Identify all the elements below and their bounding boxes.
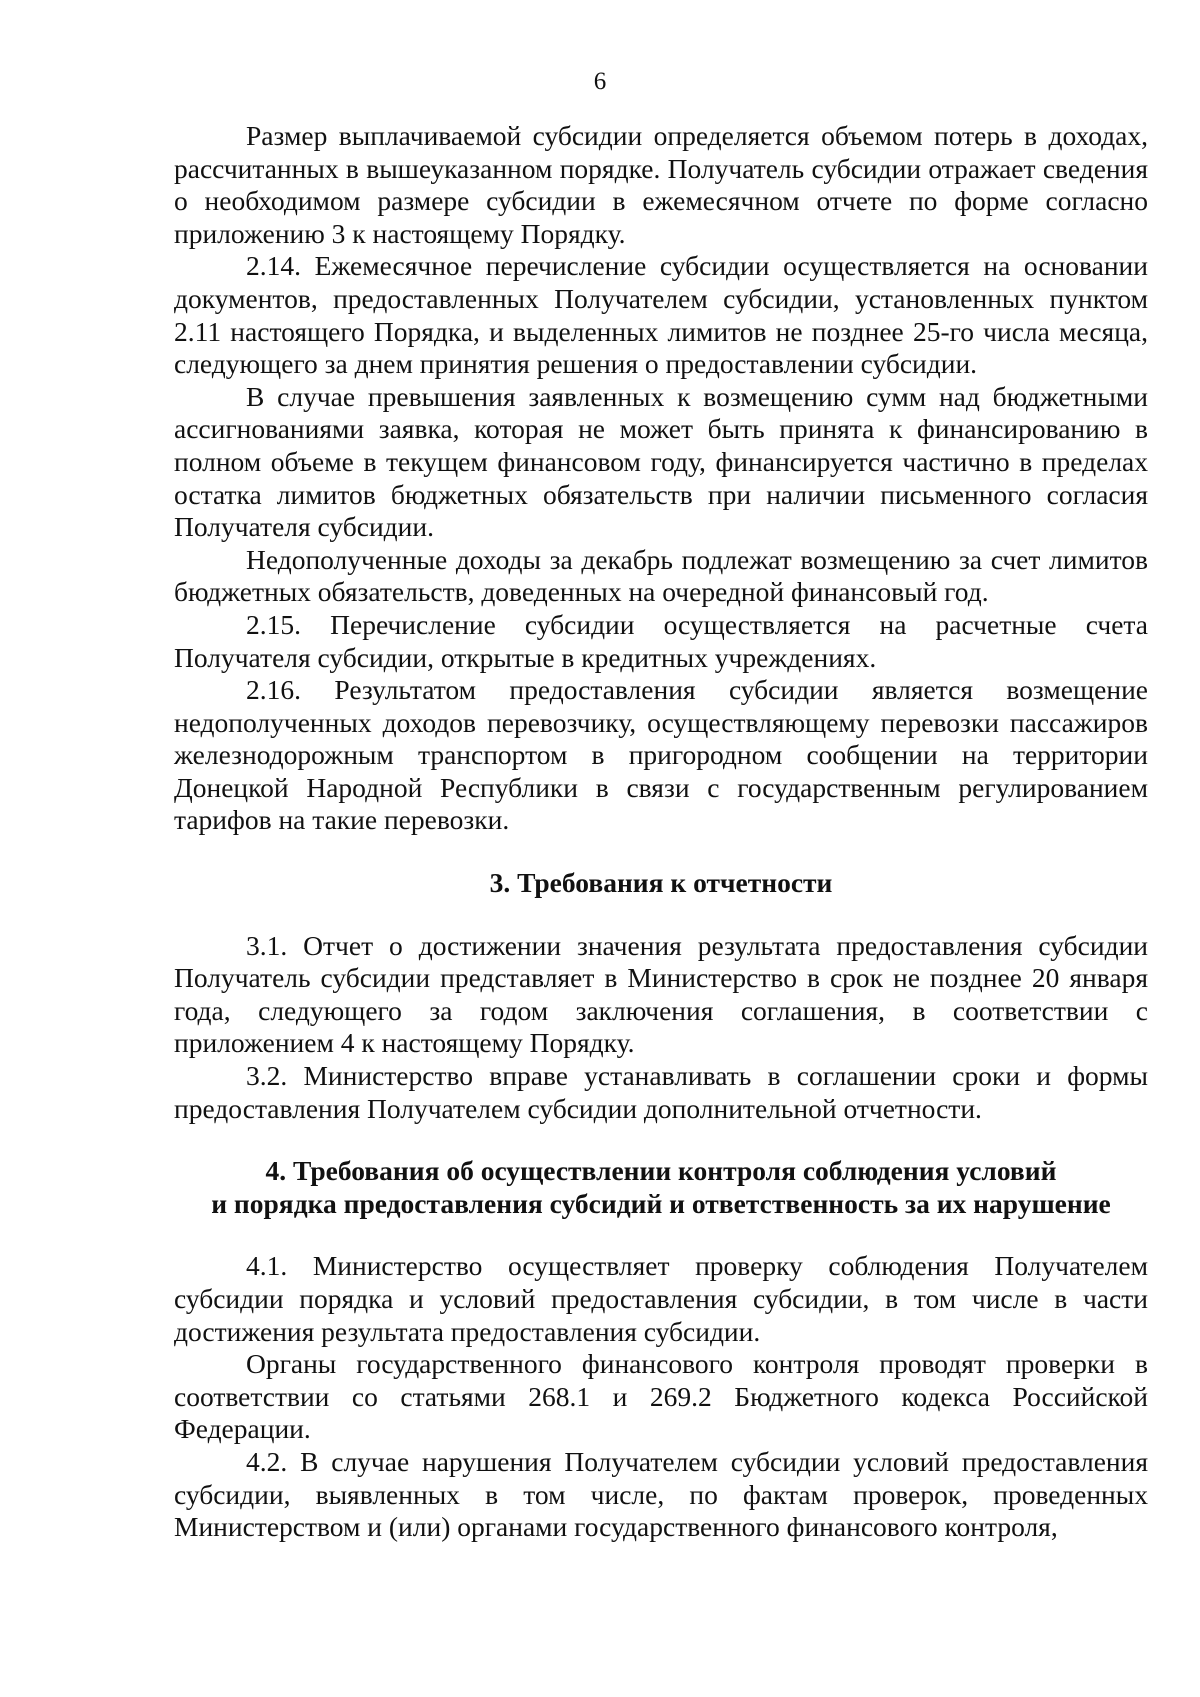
paragraph-subsidy-size: Размер выплачиваемой субсидии определяется объемом потерь в доходах, рассчитанных в вышеуказанном порядке. Получатель субсидии отражает сведения о необходимом размере субсидии в ежемесячном отчете по форме согласно приложению 3 к настоящему Порядку. [174, 120, 1148, 249]
paragraph-financial-control: Органы государственного финансового контроля проводят проверки в соответствии со статьями 268.1 и 269.2 Бюджетного кодекса Российской Федерации. [174, 1348, 1148, 1445]
document-body [174, 120, 1148, 1544]
paragraph-3-2: 3.2. Министерство вправе устанавливать в соглашении сроки и формы предоставления Получателем субсидии дополнительной отчетности. [174, 1060, 1148, 1124]
paragraph-budget-excess: В случае превышения заявленных к возмещению сумм над бюджетными ассигнованиями заявка, которая не может быть принята к финансированию в полном объеме в текущем финансовом году, финансируется частично в пределах остатка лимитов бюджетных обязательств при наличии письменного согласия Получателя субсидии. [174, 380, 1148, 543]
paragraph-4-2: 4.2. В случае нарушения Получателем субсидии условий предоставления субсидии, выявленных в том числе, по фактам проверок, проведенных Министерством и (или) органами государственного финансового контроля, [174, 1445, 1148, 1543]
paragraph-december-income: Недополученные доходы за декабрь подлежат возмещению за счет лимитов бюджетных обязательств, доведенных на очередной финансовый год. [174, 543, 1148, 608]
page-number: 6 [593, 68, 607, 95]
section-4-heading-line-1: 4. Требования об осуществлении контроля соблюдения условий [265, 1155, 1057, 1187]
paragraph-2-14: 2.14. Ежемесячное перечисление субсидии осуществляется на основании документов, предоставленных Получателем субсидии, установленных пунктом 2.11 настоящего Порядка, и выделенных лимитов не позднее 25-го числа месяца, следующего за днем принятия решения о предоставлении субсидии. [174, 250, 1148, 380]
section-4-heading-line-2: и порядка предоставления субсидий и ответственность за их нарушение [211, 1187, 1111, 1219]
paragraph-4-1: 4.1. Министерство осуществляет проверку соблюдения Получателем субсидии порядка и условий предоставления субсидии, в том числе в части достижения результата предоставления субсидии. [174, 1250, 1148, 1347]
paragraph-2-16: 2.16. Результатом предоставления субсидии является возмещение недополученных доходов перевозчику, осуществляющему перевозки пассажиров железнодорожным транспортом в пригородном сообщении на территории Донецкой Народной Республики в связи с государственным регулированием тарифов на такие перевозки. [174, 674, 1148, 836]
paragraph-3-1: 3.1. Отчет о достижении значения результата предоставления субсидии Получатель субсидии представляет в Министерство в срок не позднее 20 января года, следующего за годом заключения соглашения, в соответствии с приложением 4 к настоящему Порядку. [174, 929, 1148, 1059]
paragraph-2-15: 2.15. Перечисление субсидии осуществляется на расчетные счета Получателя субсидии, открытые в кредитных учреждениях. [174, 608, 1148, 673]
section-3-heading: 3. Требования к отчетности [489, 867, 833, 899]
